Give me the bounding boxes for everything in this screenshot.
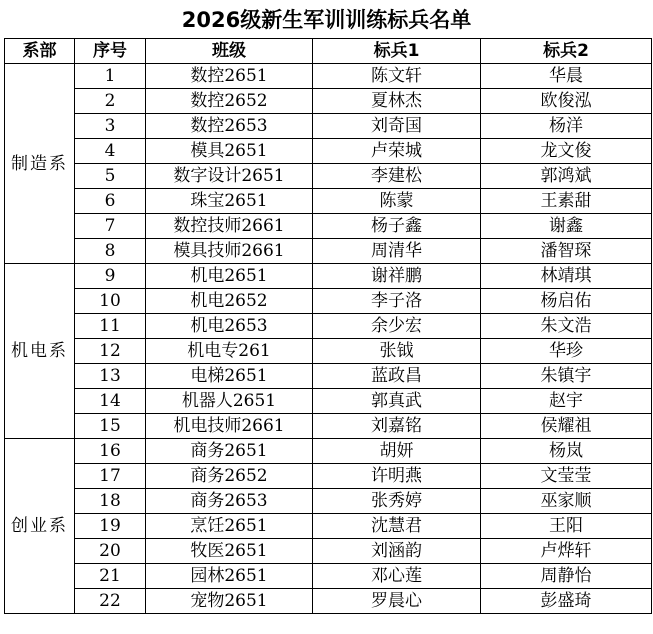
table-row [5, 464, 652, 489]
model2-cell[interactable]: 杨启佑 [481, 289, 652, 314]
number-cell[interactable]: 11 [75, 314, 146, 339]
dept-cell[interactable]: 机电系 [5, 264, 75, 439]
model1-cell[interactable]: 夏林杰 [313, 89, 481, 114]
class-cell[interactable]: 数字设计2651 [146, 164, 313, 189]
table-row [5, 164, 652, 189]
model1-cell[interactable]: 蓝政昌 [313, 364, 481, 389]
class-cell[interactable]: 商务2652 [146, 464, 313, 489]
class-cell[interactable]: 机电技师2661 [146, 414, 313, 439]
sheet-title: 2026级新生军训训练标兵名单 [181, 8, 472, 32]
class-cell[interactable]: 数控2652 [146, 89, 313, 114]
table-row [5, 189, 652, 214]
header-dept[interactable]: 系部 [5, 39, 75, 64]
model1-cell[interactable]: 陈蒙 [313, 189, 481, 214]
model2-cell[interactable]: 文莹莹 [481, 464, 652, 489]
class-cell[interactable]: 机器人2651 [146, 389, 313, 414]
dept-cell[interactable]: 制造系 [5, 64, 75, 264]
number-cell[interactable]: 12 [75, 339, 146, 364]
number-cell[interactable]: 6 [75, 189, 146, 214]
number-cell[interactable]: 9 [75, 264, 146, 289]
honor-list-table [4, 38, 652, 614]
number-cell[interactable]: 1 [75, 64, 146, 89]
number-cell[interactable]: 3 [75, 114, 146, 139]
model1-cell[interactable]: 邓心莲 [313, 564, 481, 589]
number-cell[interactable]: 21 [75, 564, 146, 589]
table-row [5, 264, 652, 289]
number-cell[interactable]: 4 [75, 139, 146, 164]
table-row [5, 564, 652, 589]
model1-cell[interactable]: 郭真武 [313, 389, 481, 414]
model1-cell[interactable]: 胡妍 [313, 439, 481, 464]
model2-cell[interactable]: 林靖琪 [481, 264, 652, 289]
class-cell[interactable]: 模具技师2661 [146, 239, 313, 264]
model1-cell[interactable]: 罗晨心 [313, 589, 481, 614]
class-cell[interactable]: 数控2651 [146, 64, 313, 89]
model2-cell[interactable]: 周静怡 [481, 564, 652, 589]
table-row [5, 314, 652, 339]
model2-cell[interactable]: 欧俊泓 [481, 89, 652, 114]
model2-cell[interactable]: 龙文俊 [481, 139, 652, 164]
model1-cell[interactable]: 卢荣城 [313, 139, 481, 164]
table-row [5, 114, 652, 139]
table-row [5, 339, 652, 364]
class-cell[interactable]: 牧医2651 [146, 539, 313, 564]
model2-cell[interactable]: 朱镇宇 [481, 364, 652, 389]
class-cell[interactable]: 机电2651 [146, 264, 313, 289]
model2-cell[interactable]: 杨岚 [481, 439, 652, 464]
class-cell[interactable]: 珠宝2651 [146, 189, 313, 214]
class-cell[interactable]: 商务2653 [146, 489, 313, 514]
model2-cell[interactable]: 潘智琛 [481, 239, 652, 264]
model2-cell[interactable]: 华珍 [481, 339, 652, 364]
model2-cell[interactable]: 郭鸿斌 [481, 164, 652, 189]
number-cell[interactable]: 8 [75, 239, 146, 264]
model2-cell[interactable]: 华晨 [481, 64, 652, 89]
number-cell[interactable]: 13 [75, 364, 146, 389]
class-cell[interactable]: 机电2652 [146, 289, 313, 314]
model1-cell[interactable]: 余少宏 [313, 314, 481, 339]
model1-cell[interactable]: 刘嘉铭 [313, 414, 481, 439]
number-cell[interactable]: 10 [75, 289, 146, 314]
model2-cell[interactable]: 王素甜 [481, 189, 652, 214]
number-cell[interactable]: 20 [75, 539, 146, 564]
number-cell[interactable]: 15 [75, 414, 146, 439]
model1-cell[interactable]: 谢祥鹏 [313, 264, 481, 289]
table-row [5, 489, 652, 514]
number-cell[interactable]: 5 [75, 164, 146, 189]
table-row [5, 289, 652, 314]
model2-cell[interactable]: 侯耀祖 [481, 414, 652, 439]
class-cell[interactable]: 模具2651 [146, 139, 313, 164]
model1-cell[interactable]: 李子洛 [313, 289, 481, 314]
table-row [5, 89, 652, 114]
class-cell[interactable]: 机电专261 [146, 339, 313, 364]
table-row [5, 389, 652, 414]
model1-cell[interactable]: 杨子鑫 [313, 214, 481, 239]
model1-cell[interactable]: 陈文轩 [313, 64, 481, 89]
model2-cell[interactable]: 谢鑫 [481, 214, 652, 239]
number-cell[interactable]: 17 [75, 464, 146, 489]
model2-cell[interactable]: 朱文浩 [481, 314, 652, 339]
model1-cell[interactable]: 刘奇国 [313, 114, 481, 139]
model1-cell[interactable]: 张秀婷 [313, 489, 481, 514]
table-row [5, 539, 652, 564]
table-row [5, 589, 652, 614]
header-row [5, 39, 652, 64]
number-cell[interactable]: 14 [75, 389, 146, 414]
table-row [5, 364, 652, 389]
table-row [5, 514, 652, 539]
header-number[interactable]: 序号 [75, 39, 146, 64]
table-row [5, 139, 652, 164]
class-cell[interactable]: 数控技师2661 [146, 214, 313, 239]
header-class[interactable]: 班级 [146, 39, 313, 64]
table-row [5, 64, 652, 89]
model2-cell[interactable]: 王阳 [481, 514, 652, 539]
model1-cell[interactable]: 沈慧君 [313, 514, 481, 539]
table-row [5, 414, 652, 439]
number-cell[interactable]: 7 [75, 214, 146, 239]
number-cell[interactable]: 18 [75, 489, 146, 514]
table-row [5, 439, 652, 464]
number-cell[interactable]: 2 [75, 89, 146, 114]
table-row [5, 239, 652, 264]
model1-cell[interactable]: 许明燕 [313, 464, 481, 489]
number-cell[interactable]: 19 [75, 514, 146, 539]
model2-cell[interactable]: 杨洋 [481, 114, 652, 139]
dept-cell[interactable]: 创业系 [5, 439, 75, 614]
number-cell[interactable]: 16 [75, 439, 146, 464]
class-cell[interactable]: 宠物2651 [146, 589, 313, 614]
model1-cell[interactable]: 刘涵韵 [313, 539, 481, 564]
class-cell[interactable]: 烹饪2651 [146, 514, 313, 539]
class-cell[interactable]: 数控2653 [146, 114, 313, 139]
model2-cell[interactable]: 彭盛琦 [481, 589, 652, 614]
class-cell[interactable]: 园林2651 [146, 564, 313, 589]
model1-cell[interactable]: 李建松 [313, 164, 481, 189]
class-cell[interactable]: 机电2653 [146, 314, 313, 339]
table-body [5, 64, 652, 614]
model2-cell[interactable]: 巫家顺 [481, 489, 652, 514]
model2-cell[interactable]: 卢烨轩 [481, 539, 652, 564]
number-cell[interactable]: 22 [75, 589, 146, 614]
header-model1[interactable]: 标兵1 [313, 39, 481, 64]
class-cell[interactable]: 商务2651 [146, 439, 313, 464]
header-model2[interactable]: 标兵2 [481, 39, 652, 64]
table-row [5, 214, 652, 239]
model2-cell[interactable]: 赵宇 [481, 389, 652, 414]
model1-cell[interactable]: 张钺 [313, 339, 481, 364]
class-cell[interactable]: 电梯2651 [146, 364, 313, 389]
model1-cell[interactable]: 周清华 [313, 239, 481, 264]
